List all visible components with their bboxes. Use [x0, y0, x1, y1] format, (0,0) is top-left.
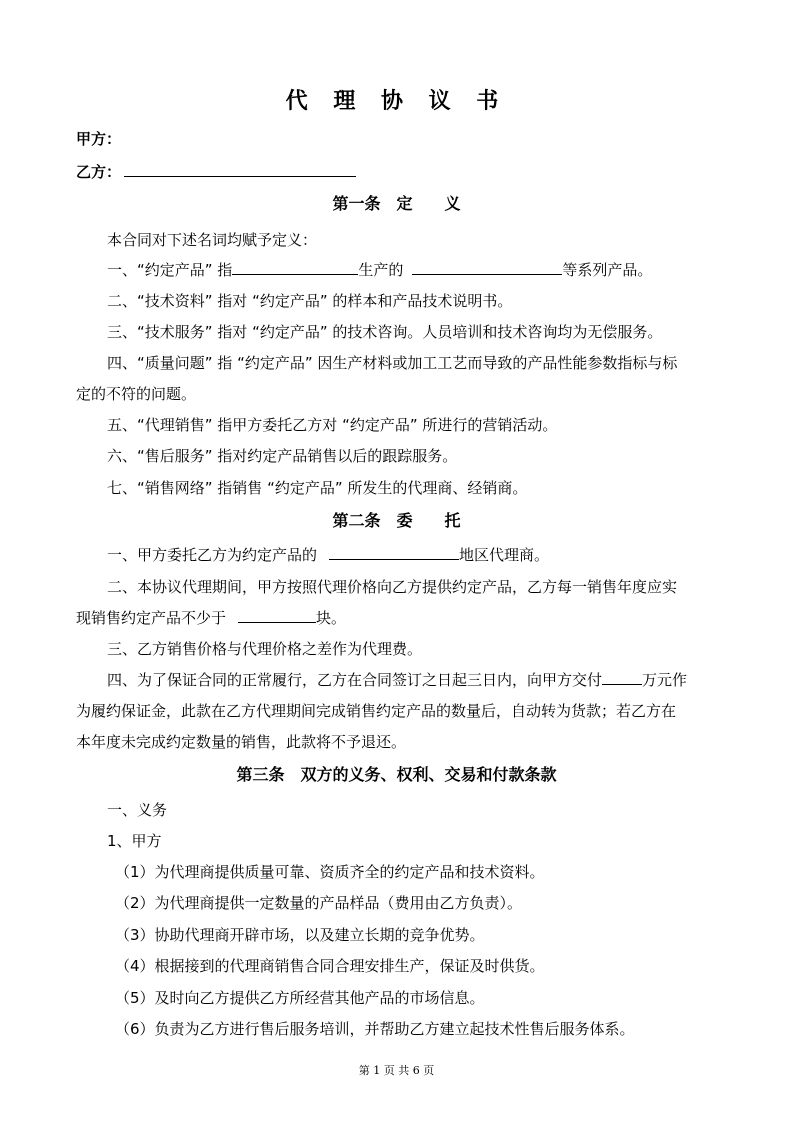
obligation-item: （5）及时向乙方提供乙方所经营其他产品的市场信息。 — [115, 989, 485, 1007]
obligation-item: （1）为代理商提供质量可靠、资质齐全的约定产品和技术资料。 — [115, 863, 545, 881]
party-b-label: 乙方： — [76, 163, 122, 181]
deposit-blank — [602, 669, 642, 685]
document-title: 代 理 协 议 书 — [285, 88, 508, 114]
art2-item-2-line1: 二、本协议代理期间，甲方按照代理价格向乙方提供约定产品，乙方每一销售年度应实 — [107, 578, 678, 596]
obligation-item: （6）负责为乙方进行售后服务培训，并帮助乙方建立起技术性售后服务体系。 — [115, 1020, 635, 1038]
art1-item-1: 一、“约定产品” 指 生产的 等系列产品。 — [107, 261, 653, 279]
obligation-item: （4）根据接到的代理商销售合同合理安排生产，保证及时供货。 — [115, 957, 545, 975]
party-b-line — [76, 161, 718, 183]
party-b-blank — [124, 161, 356, 177]
art1-item-4-line1: 四、“质量问题” 指 “约定产品” 因生产材料或加工工艺而导致的产品性能参数指标与标 — [107, 354, 678, 372]
region-blank — [329, 544, 459, 560]
art2-item-4-line2: 为履约保证金，此款在乙方代理期间完成销售约定产品的数量后，自动转为货款；若乙方在 — [76, 702, 677, 720]
art2-item-4-line1: 四、为了保证合同的正常履行，乙方在合同签订之日起三日内，向甲方交付 万元作 — [107, 671, 688, 689]
page-footer: 第 1 页 共 6 页 — [358, 1064, 435, 1077]
manufacturer-blank — [232, 259, 358, 275]
art1-item-7: 七、“销售网络” 指销售 “约定产品” 所发生的代理商、经销商。 — [107, 479, 528, 497]
art3-section-obligations: 一、义务 — [107, 801, 168, 819]
art1-item-5: 五、“代理销售” 指甲方委托乙方对 “约定产品” 所进行的营销活动。 — [107, 416, 558, 434]
party-a-line — [76, 128, 718, 150]
art2-item-3: 三、乙方销售价格与代理价格之差作为代理费。 — [107, 640, 423, 658]
art1-item-6: 六、“售后服务” 指对约定产品销售以后的跟踪服务。 — [107, 447, 458, 465]
article-3-heading: 第三条 双方的义务、权利、交易和付款条款 — [236, 765, 557, 784]
quantity-blank — [238, 607, 316, 623]
obligation-item: （2）为代理商提供一定数量的产品样品（费用由乙方负责）。 — [115, 894, 523, 912]
party-a-label: 甲方： — [76, 130, 122, 148]
art1-item-4-line2: 定的不符的问题。 — [76, 385, 197, 403]
article-2-heading: 第二条 委 托 — [332, 511, 461, 530]
art3-party-a-subheading: 1、甲方 — [107, 832, 162, 850]
product-series-blank — [412, 259, 562, 275]
article-1-heading: 第一条 定 义 — [332, 194, 461, 213]
art2-item-1: 一、甲方委托乙方为约定产品的 地区代理商。 — [107, 546, 550, 564]
art1-item-2: 二、“技术资料” 指对 “约定产品” 的样本和产品技术说明书。 — [107, 292, 513, 310]
obligation-item: （3）协助代理商开辟市场，以及建立长期的竞争优势。 — [115, 926, 485, 944]
art2-item-4-line3: 本年度未完成约定数量的销售，此款将不予退还。 — [76, 733, 407, 751]
art1-item-3: 三、“技术服务” 指对 “约定产品” 的技术咨询。人员培训和技术咨询均为无偿服务。 — [107, 323, 663, 341]
art2-item-2-line2: 现销售约定产品不少于 块。 — [76, 609, 347, 627]
art1-intro: 本合同对下述名词均赋予定义： — [107, 231, 318, 249]
